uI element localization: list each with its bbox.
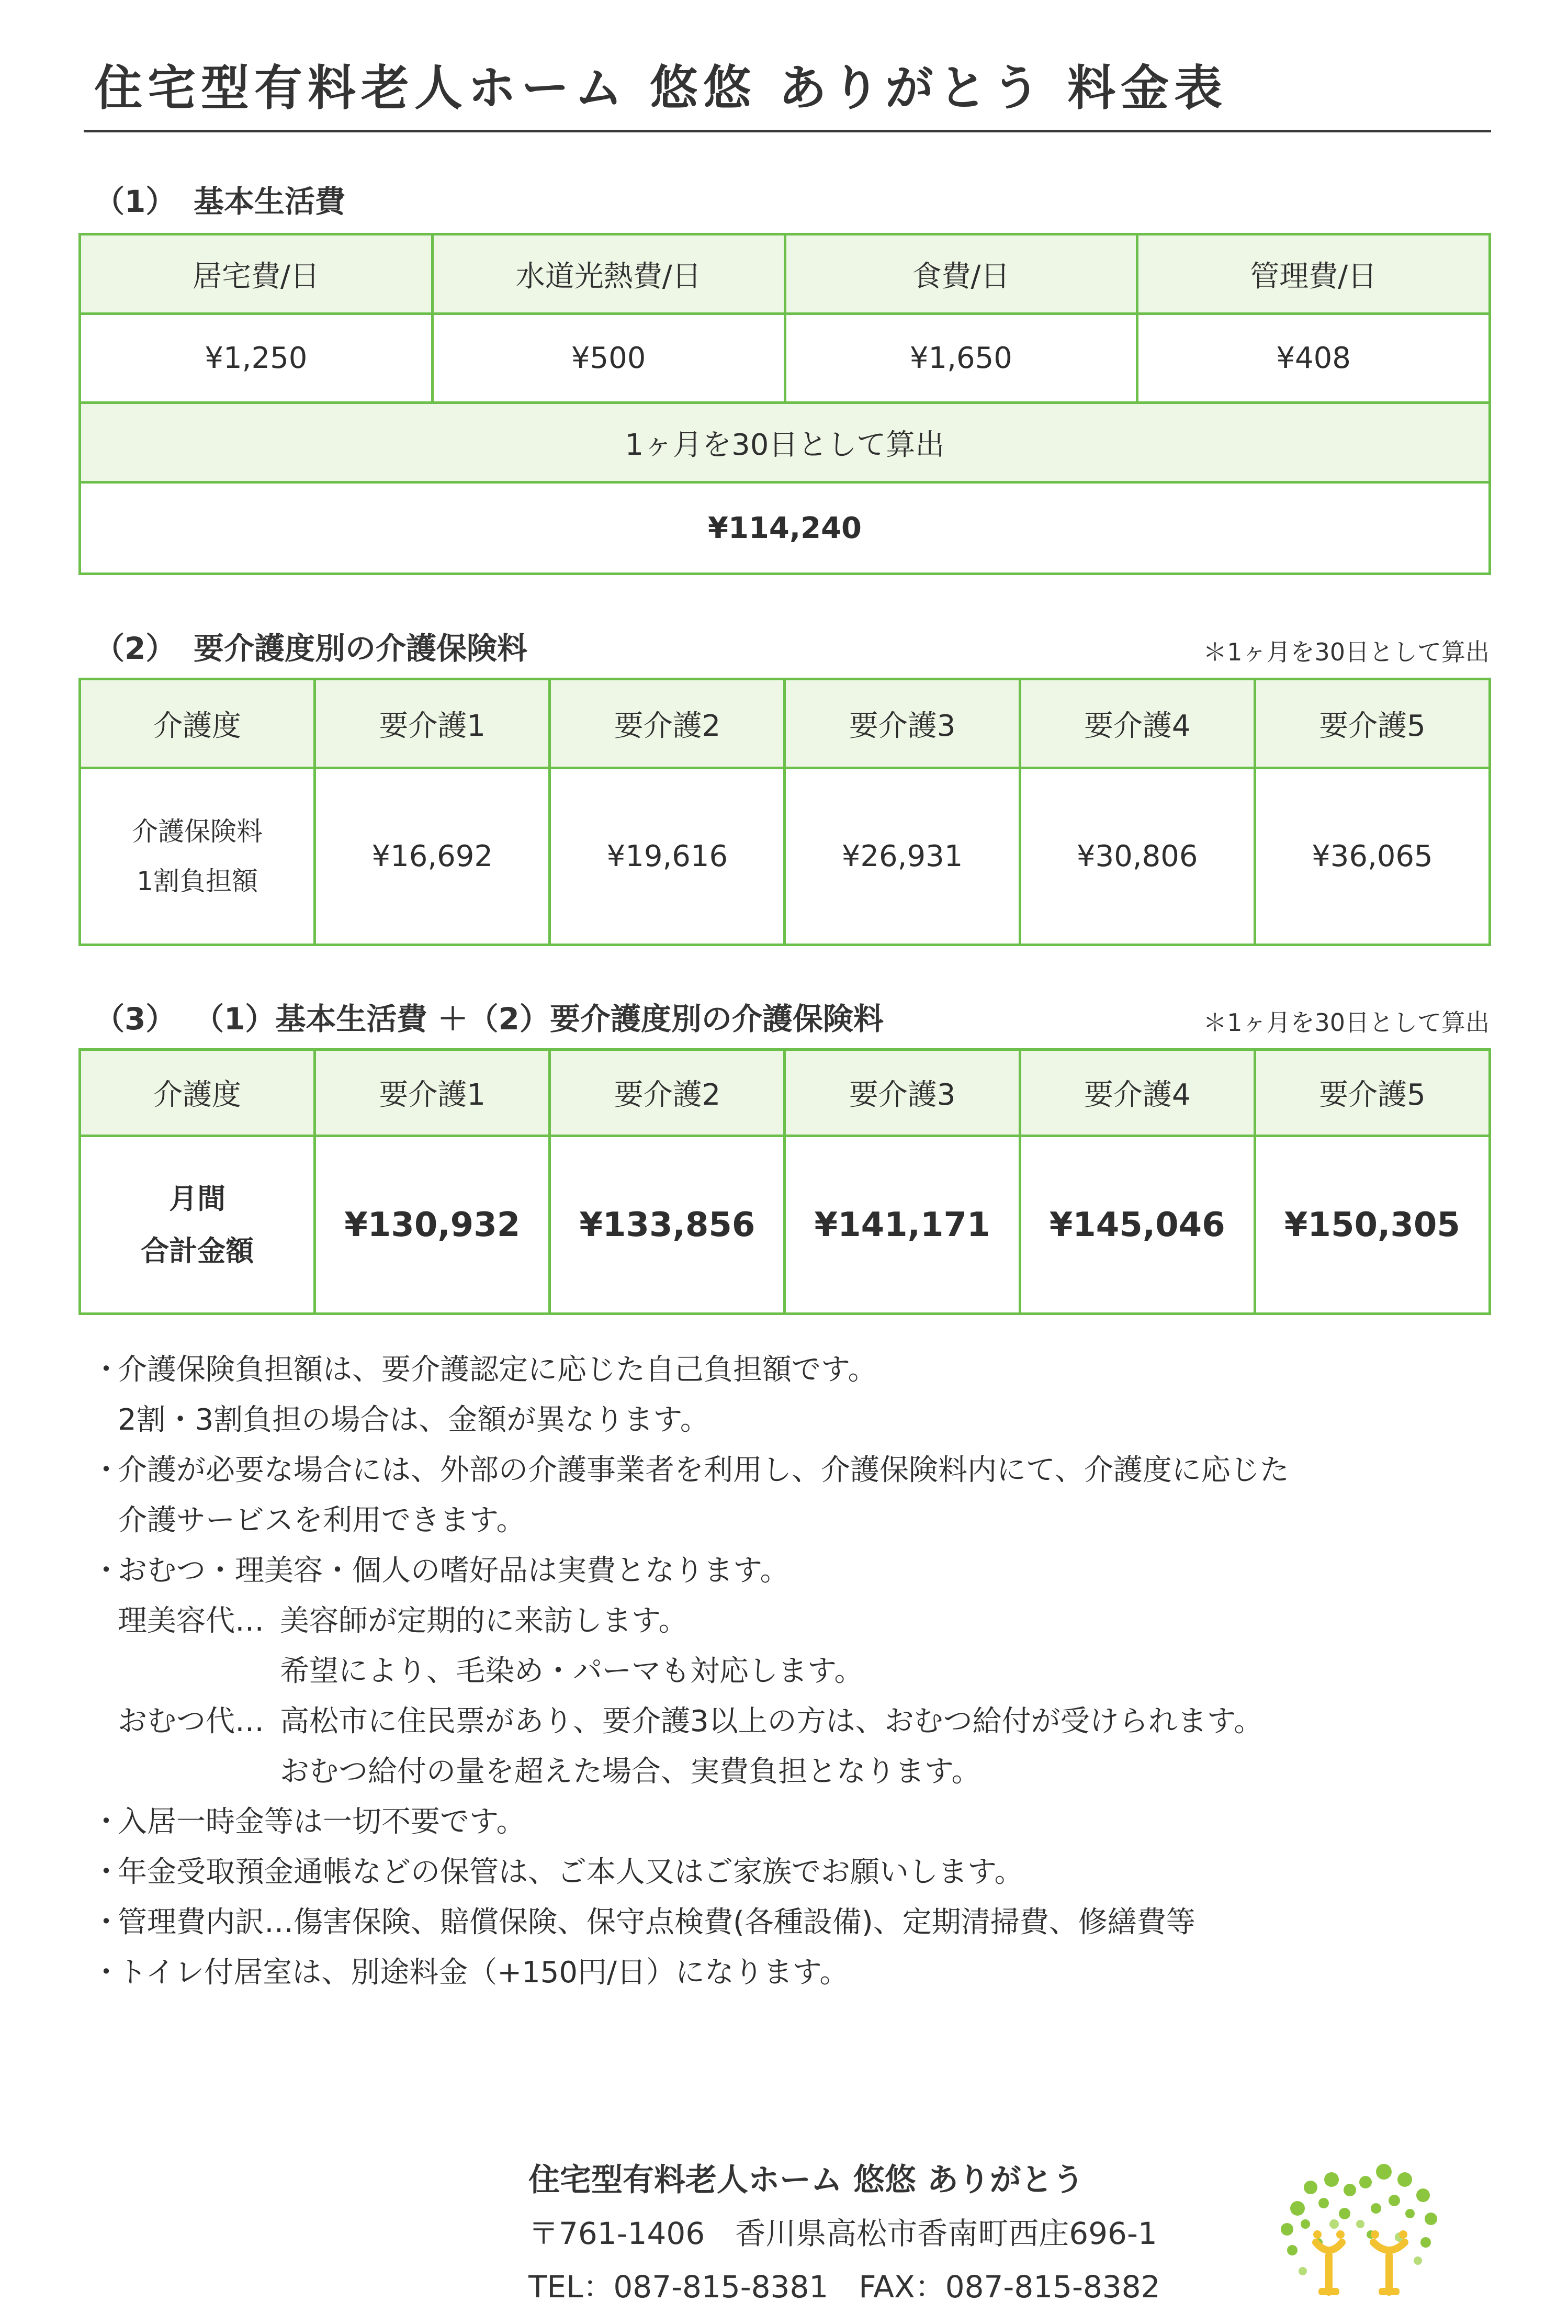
- section1-number: （1）: [94, 184, 176, 219]
- value-cell: ¥145,046: [1020, 1136, 1255, 1314]
- header-cell: 介護度: [80, 1050, 315, 1136]
- table-row: [80, 482, 1490, 574]
- section2-title: 要介護度別の介護保険料: [194, 631, 528, 666]
- section1-title: 基本生活費: [194, 184, 346, 219]
- calc-note-cell: 1ヶ月を30日として算出: [80, 403, 1490, 482]
- section2-number: （2）: [94, 631, 176, 666]
- list-item-continuation: [92, 1747, 1494, 1797]
- bullet: ・: [92, 1453, 121, 1487]
- section3-number: （3）: [94, 1001, 176, 1037]
- header-cell: 要介護5: [1255, 1050, 1490, 1136]
- list-item: [92, 1345, 1494, 1395]
- facility-address: 〒761-1406 香川県高松市香南町西庄696-1: [528, 2216, 1157, 2251]
- row-label-line: 1割負担額: [137, 866, 258, 896]
- section2-note: ＊1ヶ月を30日として算出: [1203, 638, 1490, 666]
- list-item-sub: [92, 1697, 1494, 1747]
- bullet: ・: [92, 1905, 121, 1939]
- bullet: ・: [92, 1353, 121, 1387]
- header-cell: 要介護4: [1020, 1050, 1255, 1136]
- bullet: ・: [92, 1805, 121, 1839]
- header-cell: 食費/日: [785, 234, 1137, 314]
- note-text: おむつ給付の量を超えた場合、実費負担となります。: [280, 1755, 981, 1789]
- tree-logo-icon: [1266, 2151, 1449, 2308]
- value-cell: ¥26,931: [785, 768, 1020, 945]
- row-label-line: 合計金額: [141, 1234, 254, 1267]
- bullet: ・: [92, 1855, 121, 1889]
- header-cell: 要介護3: [785, 679, 1020, 768]
- table-row: [80, 1136, 1490, 1314]
- section1-heading: [78, 177, 345, 221]
- section2-heading: [78, 624, 527, 668]
- list-item-sub: [92, 1596, 1494, 1646]
- monthly-total-table: [78, 1048, 1491, 1315]
- list-item-continuation: [92, 1395, 1494, 1445]
- list-item: [92, 1898, 1494, 1948]
- row-label-cell: [80, 768, 315, 945]
- row-label-line: 介護保険料: [132, 816, 263, 847]
- list-item-continuation: [92, 1496, 1494, 1546]
- row-label-line: 月間: [169, 1182, 226, 1215]
- list-item-continuation: [92, 1646, 1494, 1697]
- page-title: 住宅型有料老人ホーム 悠悠 ありがとう 料金表: [94, 60, 1228, 116]
- note-text: トイレ付居室は、別途料金（+150円/日）になります。: [118, 1956, 849, 1990]
- table-row: [80, 768, 1490, 945]
- notes-list: [92, 1345, 1494, 1998]
- table-row: [80, 234, 1490, 314]
- header-cell: 要介護2: [550, 679, 785, 768]
- header-cell: 要介護1: [315, 1050, 550, 1136]
- value-cell: ¥16,692: [315, 768, 550, 945]
- note-text: 介護保険負担額は、要介護認定に応じた自己負担額です。: [118, 1353, 877, 1387]
- note-text: 管理費内訳…傷害保険、賠償保険、保守点検費(各種設備)、定期清掃費、修繕費等: [118, 1905, 1195, 1939]
- value-cell: ¥133,856: [550, 1136, 785, 1314]
- value-cell: ¥30,806: [1020, 768, 1255, 945]
- section3-note: ＊1ヶ月を30日として算出: [1203, 1008, 1490, 1037]
- header-cell: 要介護1: [315, 679, 550, 768]
- note-text: 介護サービスを利用できます。: [118, 1503, 526, 1537]
- header-cell: 要介護3: [785, 1050, 1020, 1136]
- header-cell: 要介護2: [550, 1050, 785, 1136]
- value-cell: ¥1,250: [80, 314, 433, 403]
- header-cell: 要介護5: [1255, 679, 1490, 768]
- table-row: [80, 403, 1490, 482]
- value-cell: ¥500: [432, 314, 785, 403]
- header-cell: 居宅費/日: [80, 234, 433, 314]
- value-cell: ¥408: [1137, 314, 1490, 403]
- list-item: [92, 1546, 1494, 1596]
- header-cell: 水道光熱費/日: [432, 234, 785, 314]
- header-cell: 要介護4: [1020, 679, 1255, 768]
- header-cell: 管理費/日: [1137, 234, 1490, 314]
- table-row: [80, 1050, 1490, 1136]
- value-cell: ¥36,065: [1255, 768, 1490, 945]
- header-cell: 介護度: [80, 679, 315, 768]
- value-cell: ¥19,616: [550, 768, 785, 945]
- value-cell: ¥150,305: [1255, 1136, 1490, 1314]
- value-cell: ¥141,171: [785, 1136, 1020, 1314]
- note-text: おむつ・理美容・個人の嗜好品は実費となります。: [118, 1554, 789, 1588]
- table-row: [80, 314, 1490, 403]
- section3-title: （1）基本生活費 ＋（2）要介護度別の介護保険料: [194, 1001, 884, 1037]
- sub-label: おむつ代…: [118, 1704, 264, 1738]
- list-item: [92, 1445, 1494, 1496]
- sub-label: 理美容代…: [118, 1604, 264, 1638]
- title-divider: [84, 130, 1491, 132]
- note-text: 高松市に住民票があり、要介護3以上の方は、おむつ給付が受けられます。: [280, 1704, 1264, 1738]
- monthly-total-cell: ¥114,240: [80, 482, 1490, 574]
- note-text: 入居一時金等は一切不要です。: [118, 1805, 526, 1839]
- note-text: 美容師が定期的に来訪します。: [280, 1604, 688, 1638]
- list-item: [92, 1948, 1494, 1998]
- list-item: [92, 1797, 1494, 1847]
- facility-phone-fax: TEL：087-815-8381 FAX：087-815-8382: [528, 2269, 1160, 2305]
- note-text: 年金受取預金通帳などの保管は、ご本人又はご家族でお願いします。: [118, 1855, 1024, 1889]
- row-label-cell: [80, 1136, 315, 1314]
- bullet: ・: [92, 1956, 121, 1990]
- basic-living-cost-table: [78, 233, 1491, 575]
- note-text: 介護が必要な場合には、外部の介護事業者を利用し、介護保険料内にて、介護度に応じた: [118, 1453, 1289, 1487]
- care-insurance-table: [78, 678, 1491, 946]
- bullet: ・: [92, 1554, 121, 1588]
- facility-contact: [528, 2153, 1160, 2314]
- value-cell: ¥130,932: [315, 1136, 550, 1314]
- table-row: [80, 679, 1490, 768]
- list-item: [92, 1847, 1494, 1898]
- note-text: 希望により、毛染め・パーマも対応します。: [280, 1654, 864, 1688]
- section3-heading: [78, 994, 884, 1038]
- facility-name: 住宅型有料老人ホーム 悠悠 ありがとう: [528, 2162, 1084, 2198]
- note-text: 2割・3割負担の場合は、金額が異なります。: [118, 1403, 709, 1437]
- value-cell: ¥1,650: [785, 314, 1137, 403]
